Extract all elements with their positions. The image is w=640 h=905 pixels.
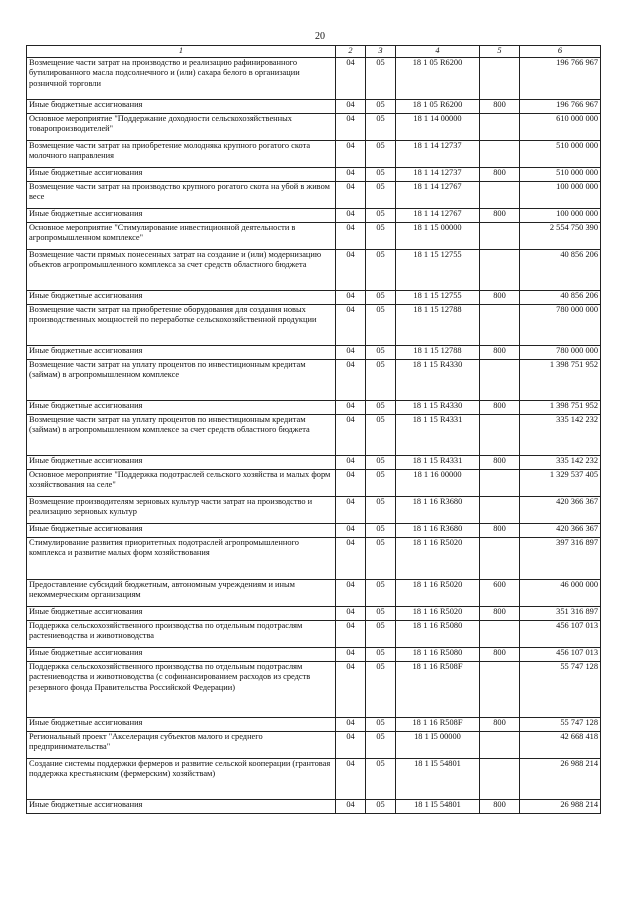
section-code-cell: 04 (336, 360, 366, 401)
column-header-5: 5 (480, 46, 520, 58)
target-article-cell: 18 1 14 12767 (396, 209, 480, 223)
budget-table (26, 45, 601, 814)
table-row (27, 497, 601, 524)
section-code-cell: 04 (336, 291, 366, 305)
section-code-cell: 04 (336, 223, 366, 250)
amount-cell: 335 142 232 (520, 415, 601, 456)
row-name-cell: Стимулирование развития приоритетных подотраслей агропромышленного комплекса и развитие малых форм хозяйствования (27, 538, 336, 580)
section-code-cell: 04 (336, 538, 366, 580)
subsection-code-cell: 05 (366, 141, 396, 168)
target-article-cell: 18 1 15 R4331 (396, 415, 480, 456)
expense-type-cell: 800 (480, 100, 520, 114)
target-article-cell: 18 1 16 R5020 (396, 580, 480, 607)
target-article-cell: 18 1 15 12755 (396, 250, 480, 291)
target-article-cell: 18 1 I5 00000 (396, 732, 480, 759)
page-number: 20 (315, 31, 325, 42)
row-name-cell: Возмещение части затрат на уплату процентов по инвестиционным кредитам (займам) в агропромышленном комплексе (27, 360, 336, 401)
column-header-4: 4 (396, 46, 480, 58)
row-name-cell: Иные бюджетные ассигнования (27, 607, 336, 621)
amount-cell: 196 766 967 (520, 58, 601, 100)
amount-cell: 351 316 897 (520, 607, 601, 621)
amount-cell: 40 856 206 (520, 250, 601, 291)
table-row (27, 524, 601, 538)
section-code-cell: 04 (336, 662, 366, 718)
row-name-cell: Основное мероприятие "Стимулирование инвестиционной деятельности в агропромышленном комплексе" (27, 223, 336, 250)
subsection-code-cell: 05 (366, 662, 396, 718)
row-name-cell: Возмещение производителям зерновых культур части затрат на производство и реализацию зерновых культур (27, 497, 336, 524)
amount-cell: 55 747 128 (520, 718, 601, 732)
table-row (27, 538, 601, 580)
expense-type-cell (480, 759, 520, 800)
section-code-cell: 04 (336, 182, 366, 209)
row-name-cell: Возмещение части прямых понесенных затрат на создание и (или) модернизацию объектов агропромышленного комплекса за счет средств областного бюджета (27, 250, 336, 291)
amount-cell: 335 142 232 (520, 456, 601, 470)
subsection-code-cell: 05 (366, 718, 396, 732)
table-row (27, 415, 601, 456)
table-row (27, 141, 601, 168)
subsection-code-cell: 05 (366, 401, 396, 415)
expense-type-cell (480, 58, 520, 100)
expense-type-cell (480, 732, 520, 759)
target-article-cell: 18 1 14 12737 (396, 141, 480, 168)
table-row (27, 346, 601, 360)
table-body (27, 58, 601, 814)
row-name-cell: Иные бюджетные ассигнования (27, 401, 336, 415)
target-article-cell: 18 1 16 R5020 (396, 607, 480, 621)
expense-type-cell (480, 182, 520, 209)
subsection-code-cell: 05 (366, 759, 396, 800)
row-name-cell: Поддержка сельскохозяйственного производства по отдельным подотраслям растениеводства и животноводства (с софинансированием расходов из средств резервного фонда Правительства Российской Федерации) (27, 662, 336, 718)
table-row (27, 223, 601, 250)
table-row (27, 648, 601, 662)
expense-type-cell (480, 114, 520, 141)
subsection-code-cell: 05 (366, 209, 396, 223)
target-article-cell: 18 1 15 R4330 (396, 360, 480, 401)
section-code-cell: 04 (336, 346, 366, 360)
section-code-cell: 04 (336, 607, 366, 621)
section-code-cell: 04 (336, 524, 366, 538)
table-row (27, 401, 601, 415)
target-article-cell: 18 1 16 R508F (396, 718, 480, 732)
expense-type-cell: 800 (480, 456, 520, 470)
row-name-cell: Возмещение части затрат на приобретение молодняка крупного рогатого скота молочного направления (27, 141, 336, 168)
section-code-cell: 04 (336, 415, 366, 456)
subsection-code-cell: 05 (366, 223, 396, 250)
row-name-cell: Основное мероприятие "Поддержка подотраслей сельского хозяйства и малых форм хозяйствования на селе" (27, 470, 336, 497)
row-name-cell: Иные бюджетные ассигнования (27, 168, 336, 182)
amount-cell: 26 988 214 (520, 800, 601, 814)
amount-cell: 510 000 000 (520, 168, 601, 182)
section-code-cell: 04 (336, 141, 366, 168)
row-name-cell: Поддержка сельскохозяйственного производства по отдельным подотраслям растениеводства и животноводства (27, 621, 336, 648)
target-article-cell: 18 1 15 R4331 (396, 456, 480, 470)
section-code-cell: 04 (336, 168, 366, 182)
section-code-cell: 04 (336, 497, 366, 524)
expense-type-cell (480, 415, 520, 456)
section-code-cell: 04 (336, 648, 366, 662)
amount-cell: 510 000 000 (520, 141, 601, 168)
expense-type-cell: 800 (480, 168, 520, 182)
row-name-cell: Иные бюджетные ассигнования (27, 800, 336, 814)
amount-cell: 42 668 418 (520, 732, 601, 759)
row-name-cell: Возмещение части затрат на производство крупного рогатого скота на убой в живом весе (27, 182, 336, 209)
target-article-cell: 18 1 16 R3680 (396, 497, 480, 524)
amount-cell: 397 316 897 (520, 538, 601, 580)
table-row (27, 291, 601, 305)
column-header-6: 6 (520, 46, 601, 58)
subsection-code-cell: 05 (366, 114, 396, 141)
expense-type-cell (480, 360, 520, 401)
section-code-cell: 04 (336, 580, 366, 607)
expense-type-cell: 800 (480, 524, 520, 538)
expense-type-cell (480, 223, 520, 250)
section-code-cell: 04 (336, 305, 366, 346)
amount-cell: 1 398 751 952 (520, 401, 601, 415)
table-row (27, 732, 601, 759)
row-name-cell: Основное мероприятие "Поддержание доходности сельскохозяйственных товаропроизводителей" (27, 114, 336, 141)
expense-type-cell: 600 (480, 580, 520, 607)
section-code-cell: 04 (336, 470, 366, 497)
amount-cell: 456 107 013 (520, 621, 601, 648)
subsection-code-cell: 05 (366, 182, 396, 209)
section-code-cell: 04 (336, 718, 366, 732)
expense-type-cell (480, 470, 520, 497)
expense-type-cell (480, 305, 520, 346)
row-name-cell: Иные бюджетные ассигнования (27, 718, 336, 732)
column-header-1: 1 (27, 46, 336, 58)
target-article-cell: 18 1 05 R6200 (396, 100, 480, 114)
table-row (27, 305, 601, 346)
section-code-cell: 04 (336, 58, 366, 100)
amount-cell: 420 366 367 (520, 497, 601, 524)
table-row (27, 182, 601, 209)
row-name-cell: Иные бюджетные ассигнования (27, 456, 336, 470)
expense-type-cell (480, 497, 520, 524)
amount-cell: 55 747 128 (520, 662, 601, 718)
header-row (27, 46, 601, 58)
amount-cell: 2 554 750 390 (520, 223, 601, 250)
expense-type-cell: 800 (480, 800, 520, 814)
subsection-code-cell: 05 (366, 415, 396, 456)
table-row (27, 759, 601, 800)
subsection-code-cell: 05 (366, 607, 396, 621)
target-article-cell: 18 1 16 R3680 (396, 524, 480, 538)
row-name-cell: Иные бюджетные ассигнования (27, 648, 336, 662)
subsection-code-cell: 05 (366, 800, 396, 814)
amount-cell: 610 000 000 (520, 114, 601, 141)
subsection-code-cell: 05 (366, 100, 396, 114)
section-code-cell: 04 (336, 800, 366, 814)
expense-type-cell: 800 (480, 718, 520, 732)
amount-cell: 456 107 013 (520, 648, 601, 662)
section-code-cell: 04 (336, 250, 366, 291)
target-article-cell: 18 1 14 12767 (396, 182, 480, 209)
table-row (27, 250, 601, 291)
table-row (27, 580, 601, 607)
subsection-code-cell: 05 (366, 580, 396, 607)
subsection-code-cell: 05 (366, 621, 396, 648)
target-article-cell: 18 1 14 12737 (396, 168, 480, 182)
amount-cell: 100 000 000 (520, 209, 601, 223)
row-name-cell: Предоставление субсидий бюджетным, автономным учреждениям и иным некоммерческим организациям (27, 580, 336, 607)
expense-type-cell: 800 (480, 209, 520, 223)
target-article-cell: 18 1 05 R6200 (396, 58, 480, 100)
subsection-code-cell: 05 (366, 346, 396, 360)
expense-type-cell: 800 (480, 346, 520, 360)
subsection-code-cell: 05 (366, 58, 396, 100)
table-row (27, 800, 601, 814)
subsection-code-cell: 05 (366, 648, 396, 662)
amount-cell: 420 366 367 (520, 524, 601, 538)
table-row (27, 662, 601, 718)
row-name-cell: Иные бюджетные ассигнования (27, 346, 336, 360)
section-code-cell: 04 (336, 621, 366, 648)
row-name-cell: Создание системы поддержки фермеров и развитие сельской кооперации (грантовая поддержка крестьянским (фермерским) хозяйствам) (27, 759, 336, 800)
table-row (27, 168, 601, 182)
expense-type-cell (480, 141, 520, 168)
subsection-code-cell: 05 (366, 360, 396, 401)
expense-type-cell: 800 (480, 607, 520, 621)
subsection-code-cell: 05 (366, 470, 396, 497)
row-name-cell: Иные бюджетные ассигнования (27, 209, 336, 223)
row-name-cell: Возмещение части затрат на приобретение оборудования для создания новых производственных мощностей по переработке сельскохозяйственной продукции (27, 305, 336, 346)
section-code-cell: 04 (336, 456, 366, 470)
table-row (27, 470, 601, 497)
subsection-code-cell: 05 (366, 305, 396, 346)
amount-cell: 46 000 000 (520, 580, 601, 607)
section-code-cell: 04 (336, 401, 366, 415)
table-row (27, 114, 601, 141)
target-article-cell: 18 1 16 R5080 (396, 621, 480, 648)
expense-type-cell: 800 (480, 291, 520, 305)
amount-cell: 100 000 000 (520, 182, 601, 209)
expense-type-cell (480, 621, 520, 648)
table-row (27, 607, 601, 621)
column-header-3: 3 (366, 46, 396, 58)
table-row (27, 360, 601, 401)
target-article-cell: 18 1 15 12788 (396, 346, 480, 360)
subsection-code-cell: 05 (366, 497, 396, 524)
row-name-cell: Возмещение части затрат на производство и реализацию рафинированного бутилированного масла подсолнечного и (или) сахара белого в организации розничной торговли (27, 58, 336, 100)
subsection-code-cell: 05 (366, 291, 396, 305)
section-code-cell: 04 (336, 100, 366, 114)
target-article-cell: 18 1 15 00000 (396, 223, 480, 250)
table-row (27, 58, 601, 100)
target-article-cell: 18 1 15 R4330 (396, 401, 480, 415)
target-article-cell: 18 1 14 00000 (396, 114, 480, 141)
amount-cell: 26 988 214 (520, 759, 601, 800)
target-article-cell: 18 1 I5 54801 (396, 759, 480, 800)
expense-type-cell (480, 662, 520, 718)
subsection-code-cell: 05 (366, 168, 396, 182)
amount-cell: 1 398 751 952 (520, 360, 601, 401)
table-row (27, 456, 601, 470)
expense-type-cell (480, 538, 520, 580)
expense-type-cell: 800 (480, 648, 520, 662)
section-code-cell: 04 (336, 732, 366, 759)
amount-cell: 40 856 206 (520, 291, 601, 305)
section-code-cell: 04 (336, 209, 366, 223)
column-header-2: 2 (336, 46, 366, 58)
expense-type-cell: 800 (480, 401, 520, 415)
section-code-cell: 04 (336, 114, 366, 141)
target-article-cell: 18 1 I5 54801 (396, 800, 480, 814)
subsection-code-cell: 05 (366, 732, 396, 759)
row-name-cell: Иные бюджетные ассигнования (27, 291, 336, 305)
target-article-cell: 18 1 16 00000 (396, 470, 480, 497)
amount-cell: 1 329 537 405 (520, 470, 601, 497)
row-name-cell: Иные бюджетные ассигнования (27, 524, 336, 538)
target-article-cell: 18 1 15 12788 (396, 305, 480, 346)
table-row (27, 621, 601, 648)
row-name-cell: Возмещение части затрат на уплату процентов по инвестиционным кредитам (займам) в агропромышленном комплексе за счет средств областного бюджета (27, 415, 336, 456)
expense-type-cell (480, 250, 520, 291)
target-article-cell: 18 1 16 R5020 (396, 538, 480, 580)
table-row (27, 718, 601, 732)
target-article-cell: 18 1 16 R5080 (396, 648, 480, 662)
subsection-code-cell: 05 (366, 524, 396, 538)
table-row (27, 100, 601, 114)
section-code-cell: 04 (336, 759, 366, 800)
amount-cell: 196 766 967 (520, 100, 601, 114)
amount-cell: 780 000 000 (520, 346, 601, 360)
table-row (27, 209, 601, 223)
target-article-cell: 18 1 16 R508F (396, 662, 480, 718)
subsection-code-cell: 05 (366, 456, 396, 470)
subsection-code-cell: 05 (366, 250, 396, 291)
row-name-cell: Иные бюджетные ассигнования (27, 100, 336, 114)
row-name-cell: Региональный проект "Акселерация субъектов малого и среднего предпринимательства" (27, 732, 336, 759)
subsection-code-cell: 05 (366, 538, 396, 580)
amount-cell: 780 000 000 (520, 305, 601, 346)
target-article-cell: 18 1 15 12755 (396, 291, 480, 305)
